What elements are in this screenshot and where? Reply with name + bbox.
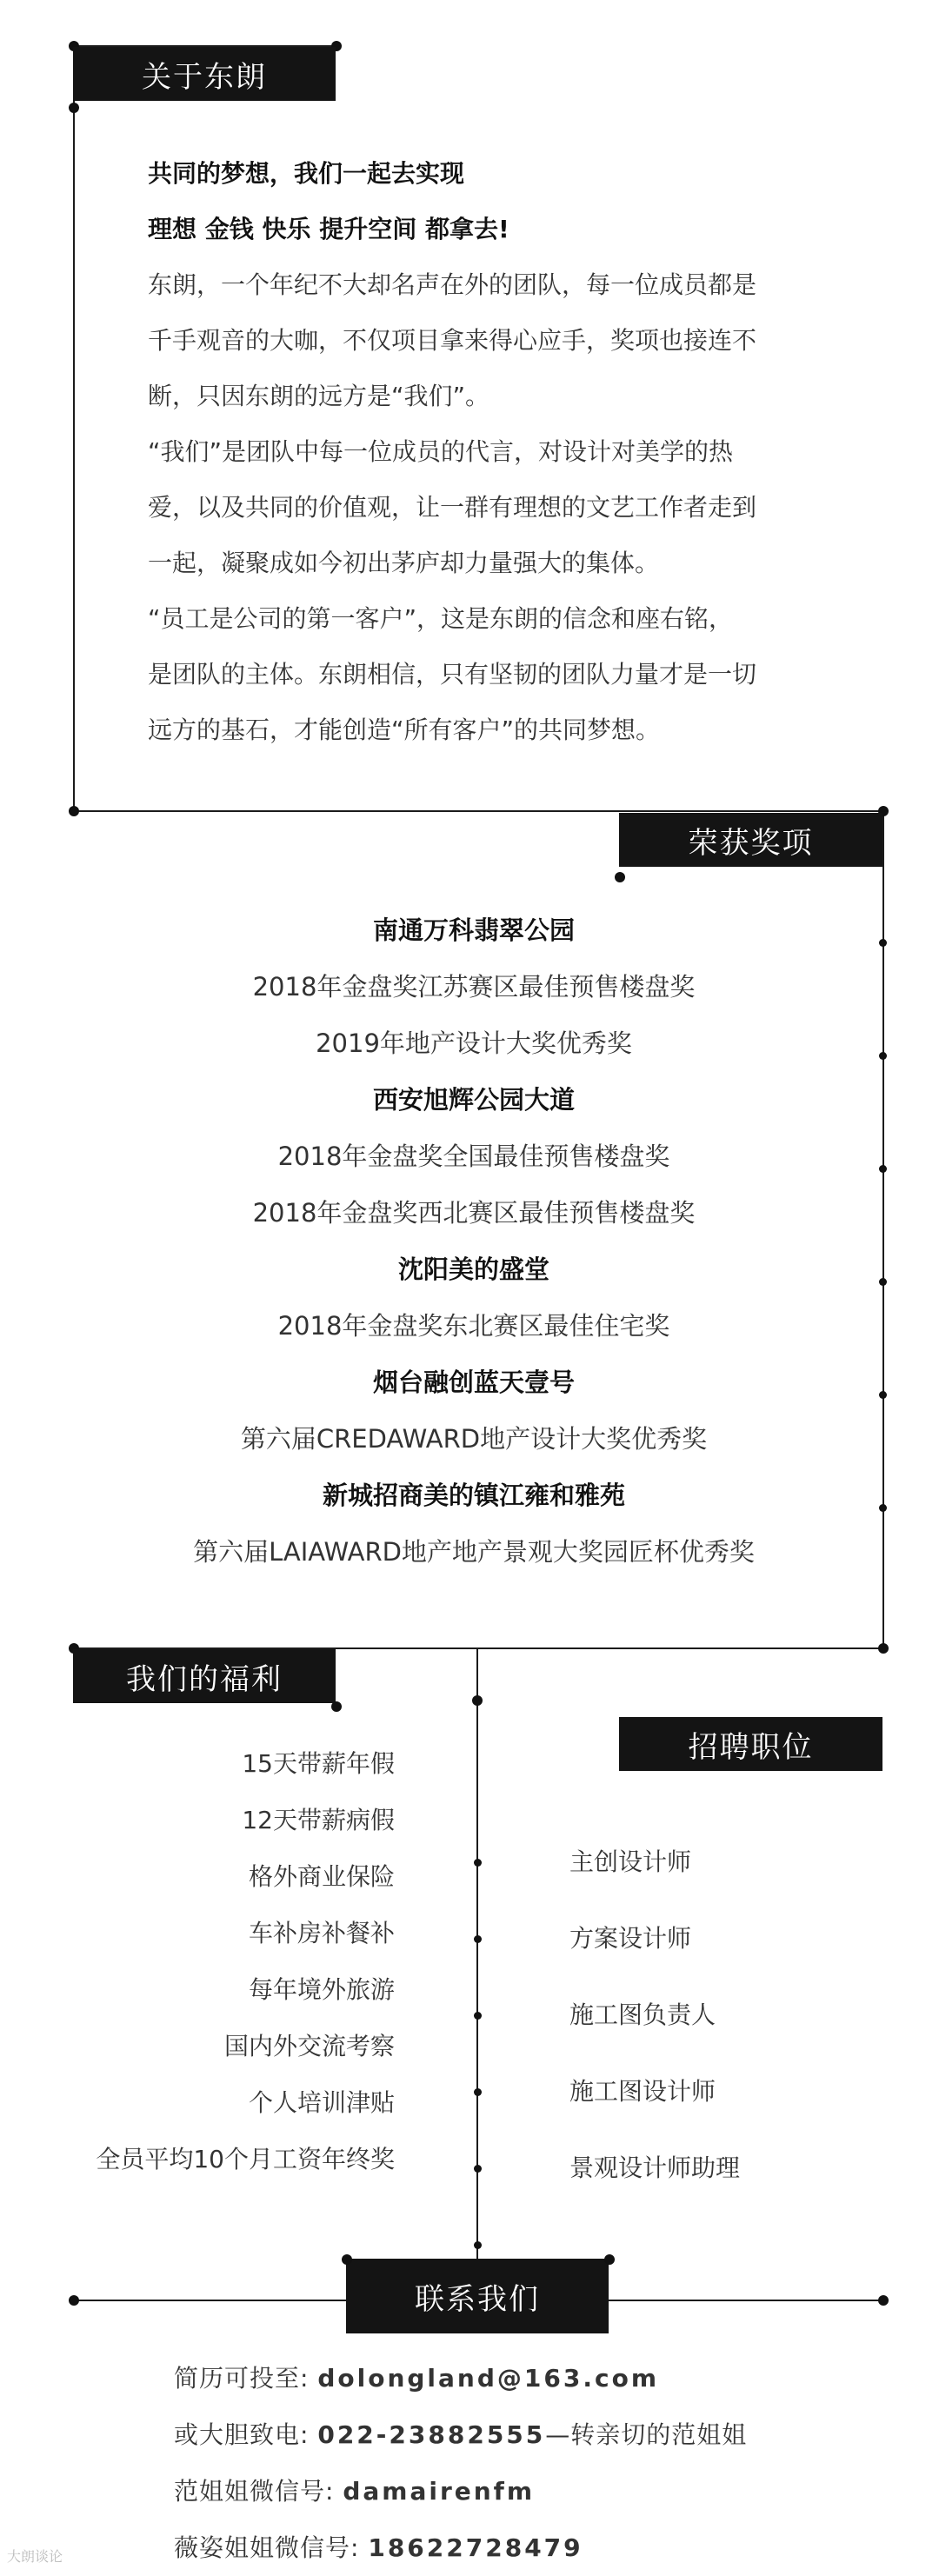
timeline-dot: [879, 1504, 887, 1512]
award-item: 2018年金盘奖东北赛区最佳住宅奖: [277, 1311, 670, 1341]
job-item: 施工图设计师: [569, 2077, 716, 2106]
about-line: “我们”是团队中每一位成员的代言，对设计对美学的热: [148, 437, 734, 466]
benefit-item: 全员平均10个月工资年终奖: [96, 2145, 395, 2173]
contact-value[interactable]: damairenfm: [343, 2477, 536, 2506]
frame-dot: [69, 2295, 79, 2306]
award-item: 第六届LAIAWARD地产地产景观大奖园匠杯优秀奖: [193, 1537, 755, 1567]
about-line: 断，只因东朗的远方是“我们”。: [148, 382, 490, 410]
contact-value[interactable]: 18622728479: [368, 2533, 583, 2562]
job-item: 景观设计师助理: [569, 2153, 741, 2182]
about-line: 千手观音的大咖，不仅项目拿来得心应手，奖项也接连不: [148, 326, 757, 355]
timeline-dot: [879, 1165, 887, 1173]
contact-label: 范姐姐微信号:: [174, 2477, 343, 2506]
timeline-dot: [474, 2165, 482, 2173]
about-line: “员工是公司的第一客户”，这是东朗的信念和座右铭，: [148, 604, 734, 633]
section-tag-benefits: 我们的福利: [73, 1649, 336, 1703]
benefit-item: 车补房补餐补: [248, 1919, 395, 1947]
timeline-dot: [474, 2012, 482, 2020]
contact-row: [174, 2519, 747, 2576]
timeline-dot: [474, 1935, 482, 1943]
award-item: 2018年金盘奖全国最佳预售楼盘奖: [277, 1142, 670, 1171]
contact-row: [174, 2350, 747, 2406]
about-text: [148, 146, 869, 758]
contact-row: [174, 2463, 747, 2519]
frame-line: [882, 810, 884, 1648]
about-line: 东朗，一个年纪不大却名声在外的团队，每一位成员都是: [148, 270, 757, 299]
award-item: 2018年金盘奖江苏赛区最佳预售楼盘奖: [252, 972, 696, 1002]
about-line: 一起，凝聚成如今初出茅庐却力量强大的集体。: [148, 549, 660, 577]
frame-dot: [878, 1643, 889, 1654]
timeline-dot: [474, 2088, 482, 2096]
award-project: 南通万科翡翠公园: [372, 915, 575, 945]
award-item: 2019年地产设计大奖优秀奖: [316, 1028, 632, 1058]
contact-label: 薇姿姐姐微信号:: [174, 2533, 369, 2562]
frame-dot: [878, 2295, 889, 2306]
watermark: 大朗谈论: [7, 2548, 63, 2565]
contact-suffix: —转亲切的范姐姐: [545, 2420, 748, 2449]
frame-dot: [69, 103, 79, 113]
timeline-dot: [879, 939, 887, 947]
benefit-item: 12天带薪病假: [242, 1806, 395, 1834]
benefit-item: 格外商业保险: [248, 1862, 395, 1891]
timeline-dot: [474, 1859, 482, 1867]
benefit-item: 每年境外旅游: [248, 1975, 395, 2004]
frame-line: [73, 810, 883, 812]
timeline-dot: [879, 1278, 887, 1286]
about-line: 理想 金钱 快乐 提升空间 都拿去!: [148, 215, 509, 243]
contact-value[interactable]: dolongland@163.com: [317, 2364, 659, 2393]
jobs-list: [569, 1824, 740, 2207]
contact-label: 简历可投至:: [174, 2364, 318, 2393]
frame-dot: [69, 806, 79, 816]
job-item: 施工图负责人: [569, 2000, 716, 2029]
award-project: 烟台融创蓝天壹号: [372, 1368, 575, 1397]
section-tag-awards: 荣获奖项: [619, 813, 882, 867]
contact-list: [174, 2350, 747, 2576]
section-tag-contact: 联系我们: [346, 2259, 609, 2333]
benefit-item: 15天带薪年假: [242, 1749, 395, 1778]
about-line: 爱，以及共同的价值观，让一群有理想的文艺工作者走到: [148, 493, 757, 522]
frame-dot: [472, 1695, 483, 1706]
frame-dot: [615, 872, 625, 882]
frame-dot: [342, 2254, 352, 2265]
benefit-item: 国内外交流考察: [223, 2032, 395, 2060]
about-line: 是团队的主体。东朗相信，只有坚韧的团队力量才是一切: [148, 660, 757, 689]
contact-row: [174, 2406, 747, 2463]
frame-dot: [604, 2254, 615, 2265]
award-item: 第六届CREDAWARD地产设计大奖优秀奖: [240, 1424, 708, 1454]
award-project: 新城招商美的镇江雍和雅苑: [322, 1481, 625, 1510]
timeline-dot: [879, 1391, 887, 1399]
about-line: 共同的梦想，我们一起去实现: [148, 159, 465, 188]
awards-list: [113, 902, 835, 1581]
section-tag-jobs: 招聘职位: [619, 1717, 882, 1771]
job-item: 主创设计师: [569, 1847, 692, 1876]
award-project: 西安旭辉公园大道: [372, 1085, 575, 1115]
job-item: 方案设计师: [569, 1924, 692, 1953]
about-line: 远方的基石，才能创造“所有客户”的共同梦想。: [148, 716, 661, 744]
benefit-item: 个人培训津贴: [248, 2088, 395, 2117]
timeline-dot: [474, 2241, 482, 2249]
contact-value[interactable]: 022-23882555: [317, 2420, 546, 2449]
section-tag-about: 关于东朗: [73, 47, 336, 101]
benefits-list: [96, 1735, 395, 2187]
timeline-dot: [879, 1052, 887, 1060]
award-project: 沈阳美的盛堂: [397, 1255, 549, 1284]
award-item: 2018年金盘奖西北赛区最佳预售楼盘奖: [252, 1198, 696, 1228]
contact-label: 或大胆致电:: [174, 2420, 318, 2449]
frame-line: [73, 45, 75, 810]
frame-dot: [331, 1701, 342, 1712]
